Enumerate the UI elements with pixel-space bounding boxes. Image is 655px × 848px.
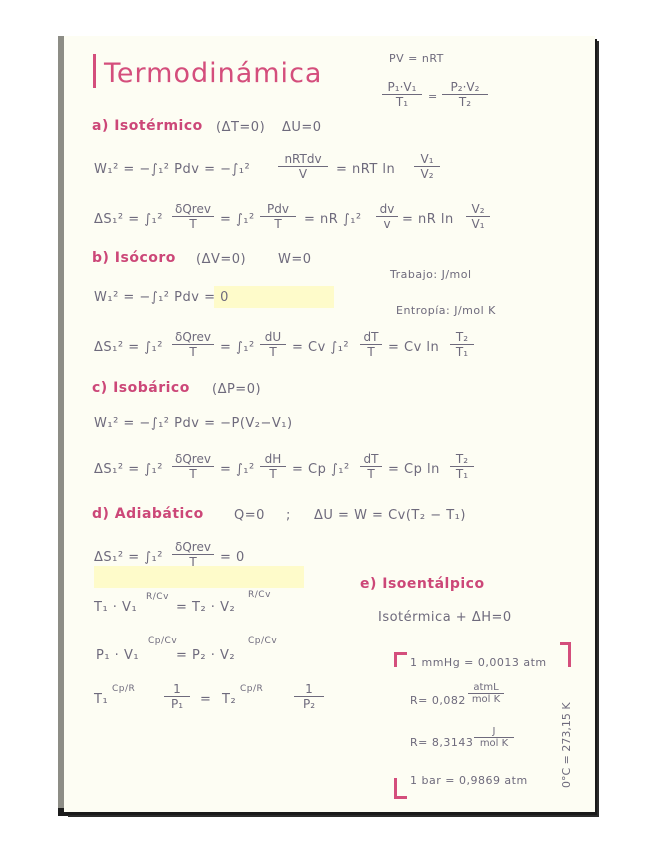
isotermico-entropy-ln: = nR ln [402, 212, 454, 227]
gas-law-lhs: $\frac{\text{P₁·V₁}}{\text{T₁}}$ [382, 80, 422, 109]
isotermico-work-mid: = nRT ln [336, 162, 396, 177]
gas-law-equals: = [428, 90, 438, 103]
adiabatico-condition-q: Q=0 [234, 508, 265, 523]
isotermico-work-fraction: nRTdv V [278, 152, 328, 181]
adiabatico-eq3-exp-right: Cp/R [240, 684, 264, 694]
isocoro-entropy-mid: = Cv ∫₁² [292, 340, 350, 355]
adiabatico-entropy-frac: δQrev T [172, 540, 214, 569]
isobarico-entropy-lhs: ΔS₁² = ∫₁² [94, 462, 163, 477]
isotermico-entropy-mid: = nR ∫₁² [304, 212, 362, 227]
isocoro-entropy-ln: = Cv ln [388, 340, 440, 355]
heading-isotermico: a) Isotérmico [92, 118, 203, 134]
isobarico-condition-p: (ΔP=0) [212, 382, 262, 397]
adiabatico-eq2-exp-left: Cp/Cv [148, 636, 178, 646]
isobarico-entropy-log: $\frac{\text{T₂}}{\text{T₁}}$ [450, 452, 474, 481]
constant-mmhg: 1 mmHg = 0,0013 atm [410, 656, 547, 669]
adiabatico-eq3-t1: T₁ [94, 692, 109, 707]
highlight-mark [214, 286, 334, 308]
adiabatico-eq2-exp-right: Cp/Cv [248, 636, 278, 646]
isobarico-entropy-mid: = Cp ∫₁² [292, 462, 350, 477]
isotermico-entropy-frac3: $\frac{dv}{v}$ [376, 202, 398, 231]
isotermico-entropy-lhs: ΔS₁² = ∫₁² [94, 212, 163, 227]
isobarico-entropy-ln: = Cp ln [388, 462, 440, 477]
constant-r1-units: atmL mol K [468, 682, 504, 705]
isotermico-work-log: $\frac{\text{V₁}}{\text{V₂}}$ [414, 152, 440, 181]
adiabatico-eq1-exp-left: R/Cv [146, 592, 169, 602]
adiabatico-eq3-exp-left: Cp/R [112, 684, 136, 694]
adiabatico-eq3-frac-left: $\frac{1}{\text{P₁}}$ [164, 682, 190, 711]
adiabatico-eq2-left: P₁ · V₁ [96, 648, 140, 663]
ideal-gas-law: PV = nRT [389, 52, 444, 65]
isotermico-entropy-eq: = ∫₁² [220, 212, 255, 227]
isobarico-entropy-eq: = ∫₁² [220, 462, 255, 477]
adiabatico-entropy-zero: = 0 [220, 550, 245, 565]
isotermico-condition-t: (ΔT=0) [216, 120, 266, 135]
constant-r2-units: J mol K [474, 726, 514, 749]
isocoro-entropy-lhs: ΔS₁² = ∫₁² [94, 340, 163, 355]
isocoro-condition-w: W=0 [278, 252, 312, 267]
heading-adiabatico: d) Adiabático [92, 506, 204, 522]
adiabatico-eq3-frac-right: $\frac{1}{\text{P₂}}$ [294, 682, 324, 711]
adiabatico-condition-u: ΔU = W = Cv(T₂ − T₁) [314, 508, 466, 523]
bracket-top-right [560, 642, 571, 667]
adiabatico-eq1-mid: = T₂ · V₂ [176, 600, 236, 615]
adiabatico-eq3-equals: = [200, 692, 212, 707]
isobarico-entropy-frac3: $\frac{dT}{T}$ [360, 452, 382, 481]
adiabatico-separator: ; [286, 508, 291, 523]
isotermico-entropy-log: $\frac{\text{V₂}}{\text{V₁}}$ [466, 202, 490, 231]
isocoro-entropy-eq: = ∫₁² [220, 340, 255, 355]
note-trabajo-units: Trabajo: J/mol [390, 268, 472, 281]
isotermico-entropy-frac1: δQrev T [172, 202, 214, 231]
adiabatico-eq1-exp-right: R/Cv [248, 590, 271, 600]
isocoro-entropy-frac2: $\frac{dU}{T}$ [260, 330, 286, 359]
isotermico-condition-u: ΔU=0 [282, 120, 322, 135]
bracket-top-left [394, 652, 407, 667]
isocoro-entropy-log: $\frac{\text{T₂}}{\text{T₁}}$ [450, 330, 474, 359]
adiabatico-eq2-mid: = P₂ · V₂ [176, 648, 236, 663]
adiabatico-entropy-lhs: ΔS₁² = ∫₁² [94, 550, 163, 565]
adiabatico-eq3-t2: T₂ [222, 692, 237, 707]
constant-r1-lhs: R= 0,082 [410, 694, 466, 707]
notes-page [64, 36, 595, 812]
highlight-mark [94, 566, 304, 588]
constant-kelvin: 0°C = 273,15 K [560, 702, 573, 788]
constant-bar: 1 bar = 0,9869 atm [410, 774, 528, 787]
isocoro-condition-v: (ΔV=0) [196, 252, 247, 267]
gas-law-rhs: $\frac{\text{P₂·V₂}}{\text{T₂}}$ [442, 80, 488, 109]
title-bar [93, 54, 96, 88]
isotermico-entropy-frac2: Pdv T [260, 202, 296, 231]
bracket-bottom-left [394, 778, 407, 799]
isotermico-work-lhs: W₁² = −∫₁² Pdv = −∫₁² [94, 162, 251, 177]
isocoro-entropy-frac1: δQrev T [172, 330, 214, 359]
isocoro-work: W₁² = −∫₁² Pdv = 0 [94, 290, 229, 305]
page-title: Termodinámica [104, 58, 323, 89]
constant-r2-lhs: R= 8,3143 [410, 736, 474, 749]
isoentalpico-line: Isotérmica + ΔH=0 [378, 610, 512, 625]
isobarico-entropy-frac1: δQrev T [172, 452, 214, 481]
heading-isocoro: b) Isócoro [92, 250, 176, 266]
isocoro-entropy-frac3: $\frac{dT}{T}$ [360, 330, 382, 359]
isobarico-work: W₁² = −∫₁² Pdv = −P(V₂−V₁) [94, 416, 293, 431]
note-entropia-units: Entropía: J/mol K [396, 304, 496, 317]
heading-isobarico: c) Isobárico [92, 380, 190, 396]
adiabatico-eq1-left: T₁ · V₁ [94, 600, 138, 615]
heading-isoentalpico: e) Isoentálpico [360, 576, 485, 592]
isobarico-entropy-frac2: $\frac{dH}{T}$ [260, 452, 286, 481]
